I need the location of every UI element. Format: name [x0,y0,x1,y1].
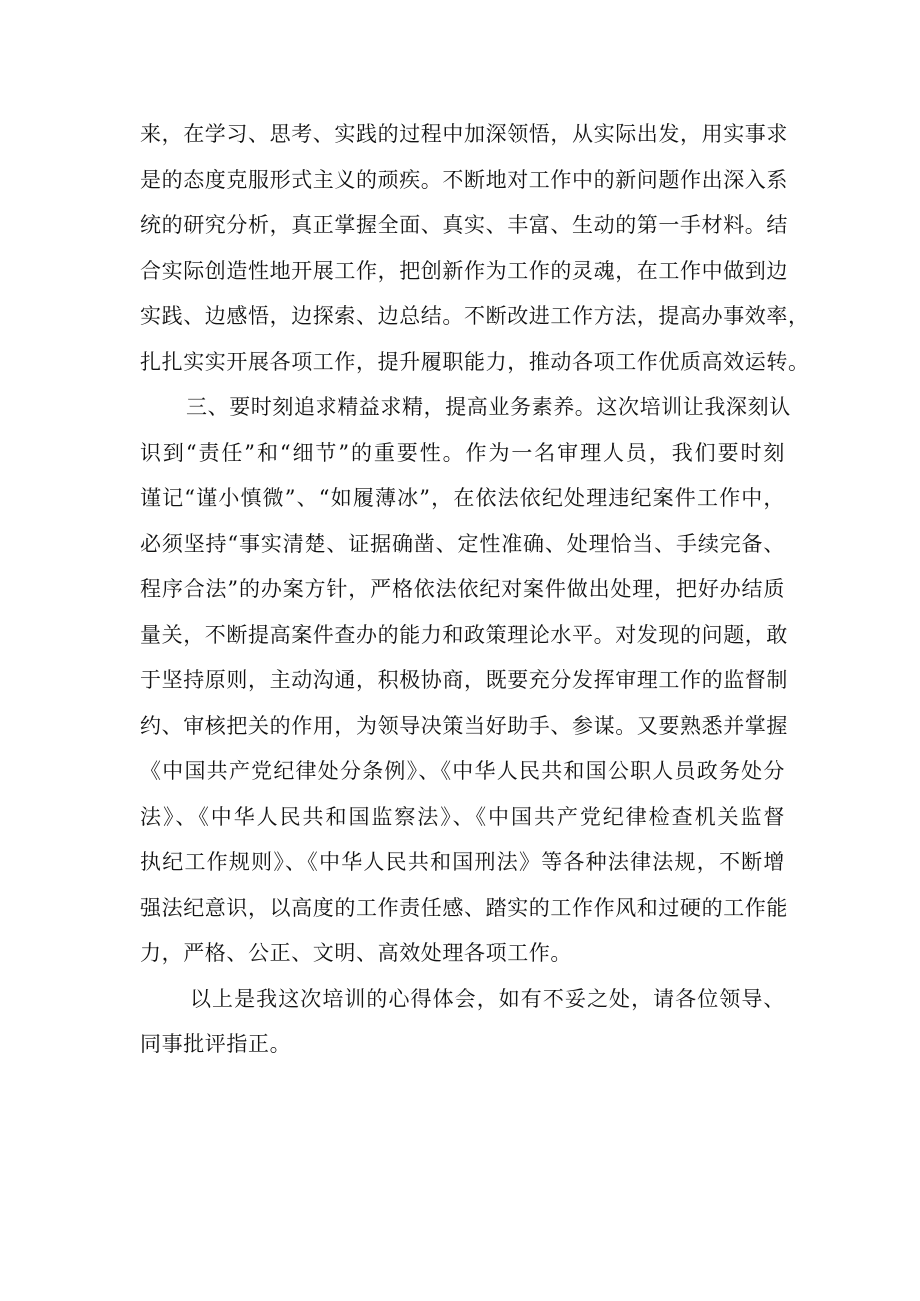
text-line: 合实际创造性地开展工作，把创新作为工作的灵魂，在工作中做到边 [140,258,788,283]
text-line: 量关，不断提高案件查办的能力和政策理论水平。对发现的问题，敢 [140,622,788,647]
text-line: 同事批评指正。 [140,1032,292,1056]
paragraph-practice [140,112,810,385]
text-line: 必须坚持“事实清楚、证据确凿、定性准确、处理恰当、手续完备、 [140,531,785,556]
text-line: 于坚持原则，主动沟通，积极协商，既要充分发挥审理工作的监督制 [140,668,788,692]
text-line: 实践、边感悟，边探索、边总结。不断改进工作方法，提高办事效率， [140,304,810,328]
text-line: 《中国共产党纪律处分条例》、《中华人民共和国公职人员政务处分 [140,759,785,783]
paragraph-section-three [140,385,791,977]
text-line: 程序合法”的办案方针，严格依法依纪对案件做出处理，把好办结质 [140,577,785,601]
document-body [140,112,810,1068]
text-line: 以上是我这次培训的心得体会，如有不妥之处，请各位领导、 [190,986,785,1011]
text-line: 识到“责任”和“细节”的重要性。作为一名审理人员，我们要时刻 [140,440,785,465]
text-line: 强法纪意识，以高度的工作责任感、踏实的工作作风和过硬的工作能 [140,895,788,920]
text-line: 法》、《中华人民共和国监察法》、《中国共产党纪律检查机关监督 [140,804,785,829]
text-line: 执纪工作规则》、《中华人民共和国刑法》等各种法律法规，不断增 [140,850,785,874]
text-line: 约、审核把关的作用，为领导决策当好助手、参谋。又要熟悉并掌握 [140,713,788,738]
text-line: 三、要时刻追求精益求精，提高业务素养。这次培训让我深刻认 [186,395,791,419]
text-line: 力，严格、公正、文明、高效处理各项工作。 [140,941,572,965]
text-line: 来，在学习、思考、实践的过程中加深领悟，从实际出发，用实事求 [140,122,788,146]
text-line: 扎扎实实开展各项工作，提升履职能力，推动各项工作优质高效运转。 [140,349,810,374]
paragraph-closing [140,977,785,1068]
text-line: 谨记“谨小慎微”、“如履薄冰”，在依法依纪处理违纪案件工作中， [140,486,785,510]
text-line: 统的研究分析，真正掌握全面、真实、丰富、生动的第一手材料。结 [140,213,788,237]
text-line: 是的态度克服形式主义的顽疾。不断地对工作中的新问题作出深入系 [140,167,788,192]
